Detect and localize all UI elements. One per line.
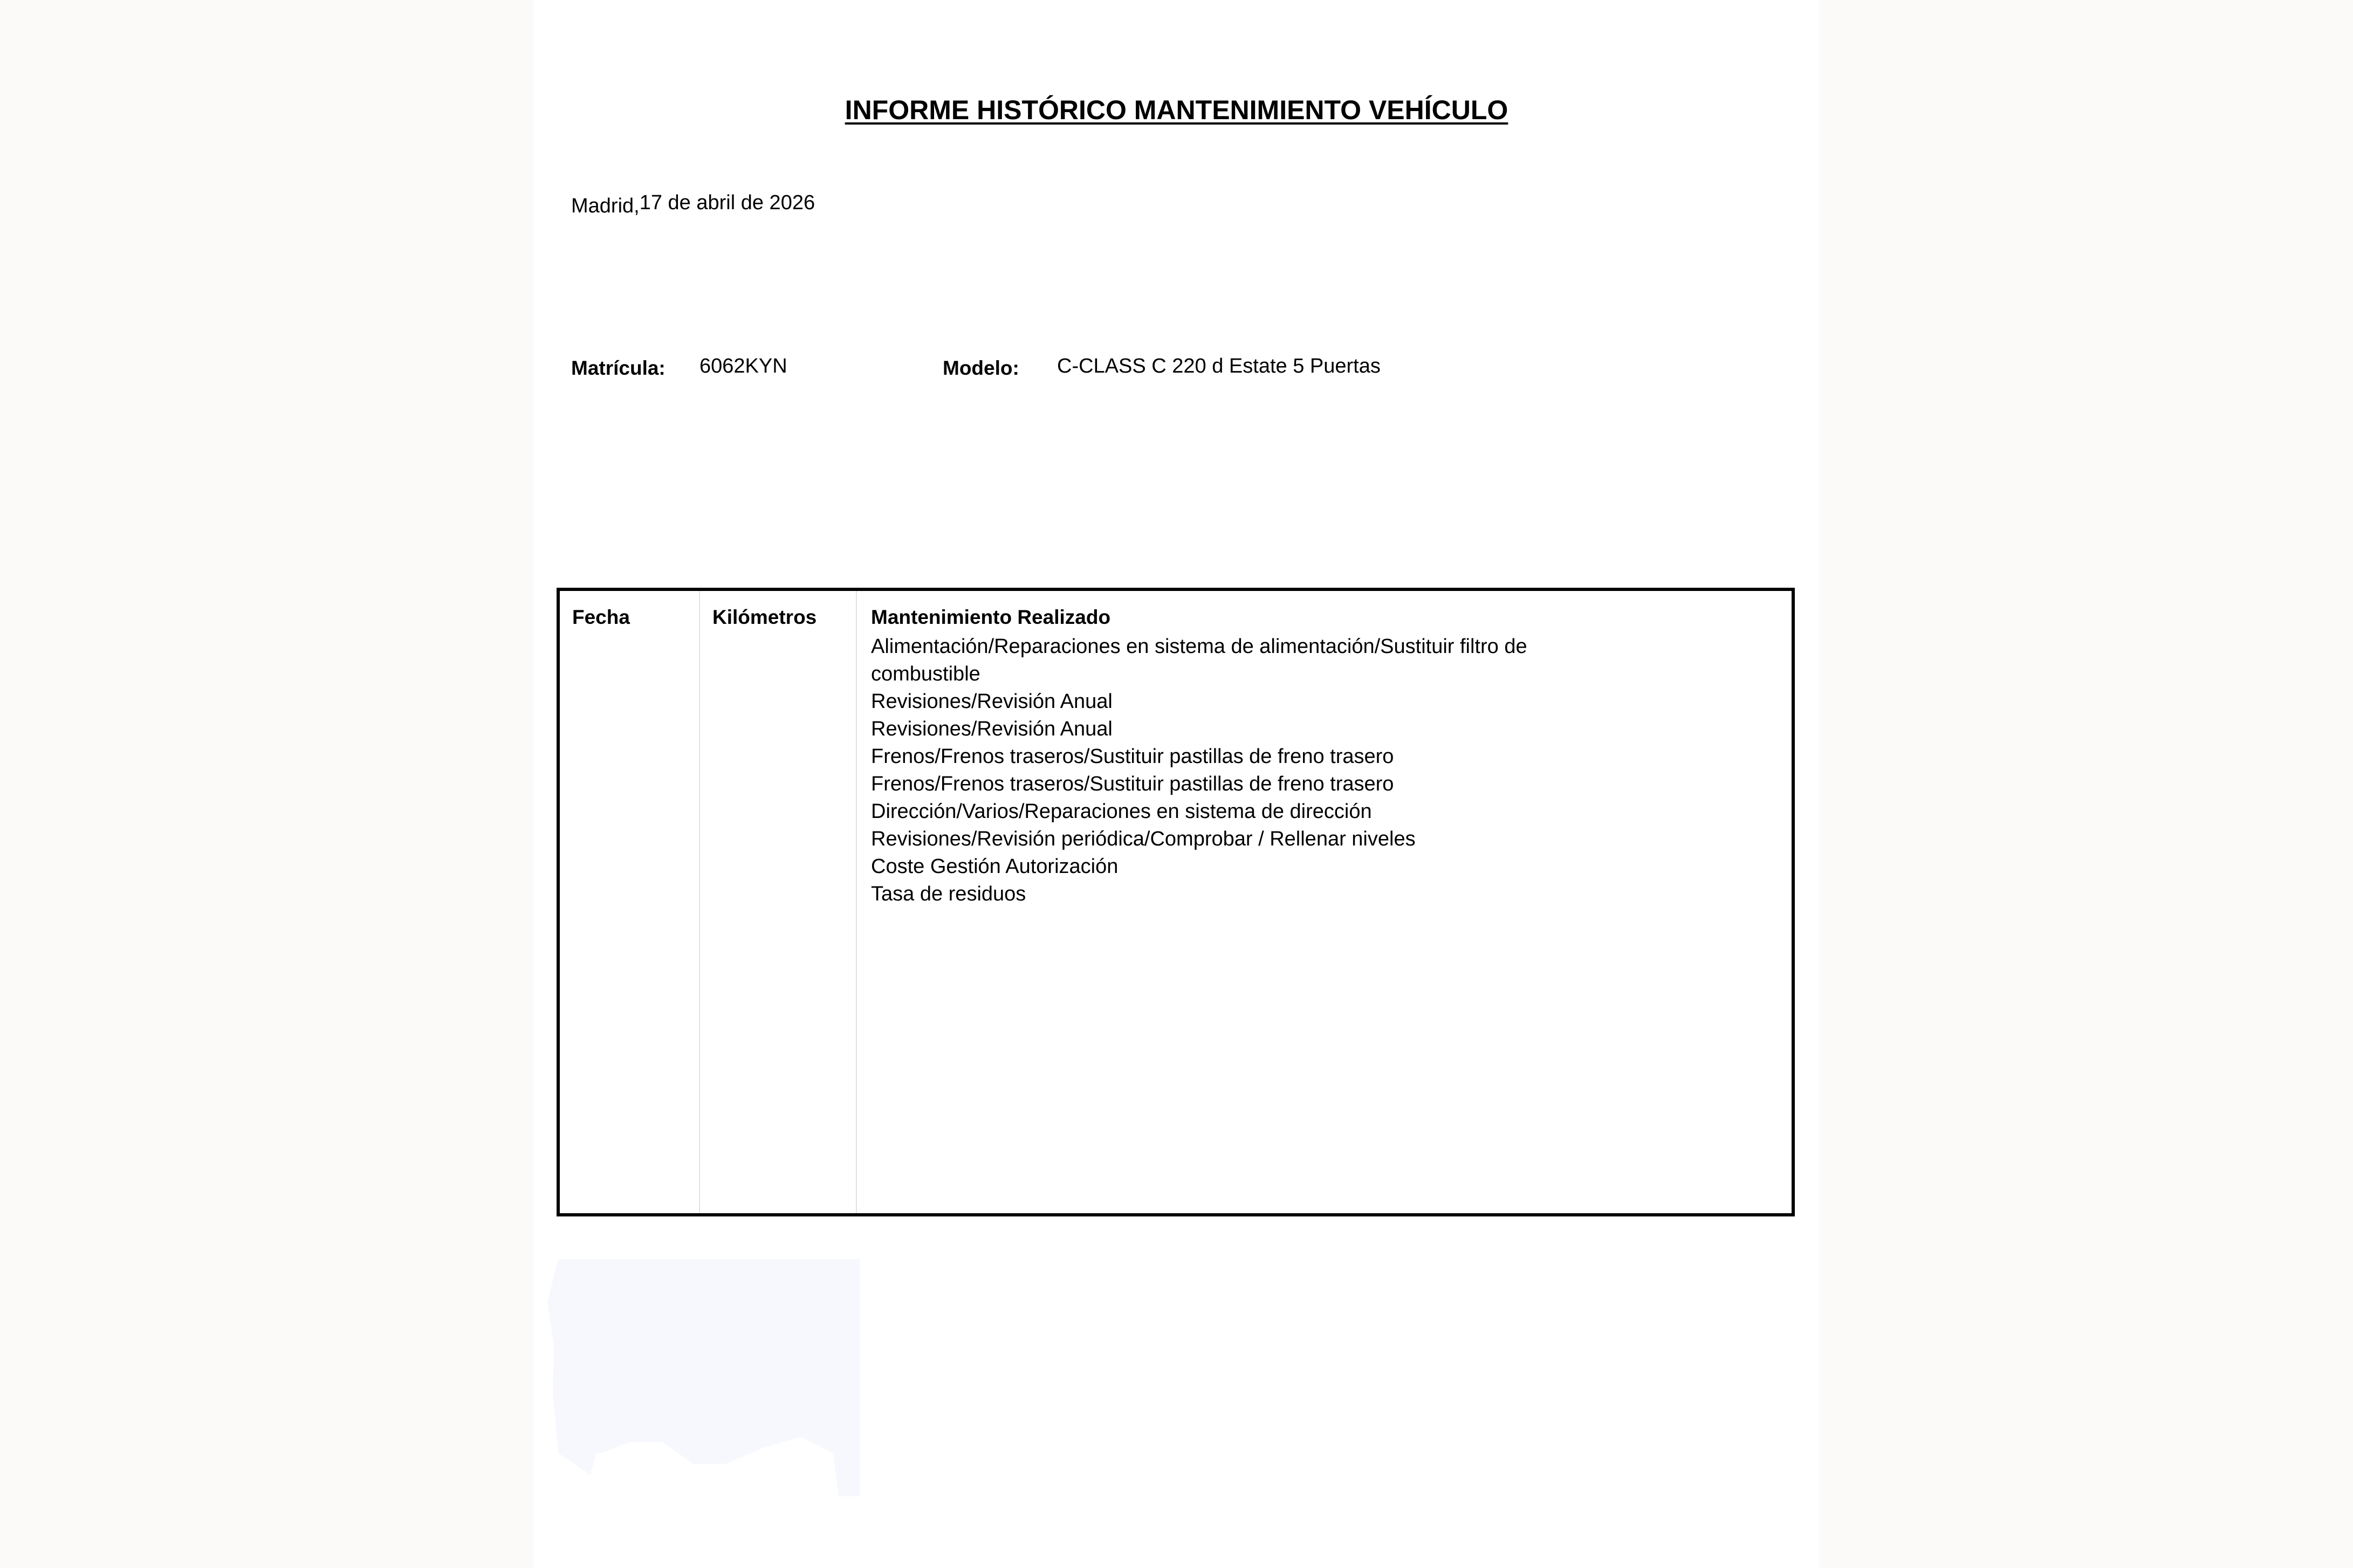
plate-label: Matrícula:	[571, 357, 666, 379]
fecha-header: Fecha	[572, 606, 630, 628]
scan-artifact	[547, 1259, 860, 1496]
fecha-column	[560, 591, 700, 1213]
plate-value: 6062KYN	[699, 355, 787, 377]
scan-artifact-shape	[547, 1259, 860, 1496]
report-city: Madrid,	[571, 195, 640, 217]
maintenance-column	[857, 591, 1792, 1213]
km-header: Kilómetros	[712, 606, 817, 628]
maintenance-item: Alimentación/Reparaciones en sistema de alimentación/Sustituir filtro de combustible	[871, 635, 1527, 685]
model-value: C-CLASS C 220 d Estate 5 Puertas	[1057, 355, 1381, 377]
maintenance-item: Coste Gestión Autorización	[871, 855, 1119, 878]
maintenance-item: Frenos/Frenos traseros/Sustituir pastillas de freno trasero	[871, 745, 1394, 768]
maintenance-table	[557, 588, 1795, 1216]
maintenance-list	[871, 633, 1567, 908]
model-label: Modelo:	[943, 357, 1019, 379]
report-date: 17 de abril de 2026	[639, 191, 815, 214]
maintenance-item: Revisiones/Revisión Anual	[871, 718, 1113, 740]
maintenance-item: Frenos/Frenos traseros/Sustituir pastillas de freno trasero	[871, 773, 1394, 795]
maintenance-item: Revisiones/Revisión Anual	[871, 690, 1113, 713]
km-column	[700, 591, 857, 1213]
maintenance-header: Mantenimiento Realizado	[871, 606, 1111, 628]
maintenance-item: Dirección/Varios/Reparaciones en sistema de dirección	[871, 800, 1372, 823]
maintenance-item: Tasa de residuos	[871, 883, 1026, 905]
report-date-line	[571, 191, 815, 215]
maintenance-item: Revisiones/Revisión periódica/Comprobar / Rellenar niveles	[871, 828, 1416, 850]
report-title: INFORME HISTÓRICO MANTENIMIENTO VEHÍCULO	[845, 95, 1508, 125]
